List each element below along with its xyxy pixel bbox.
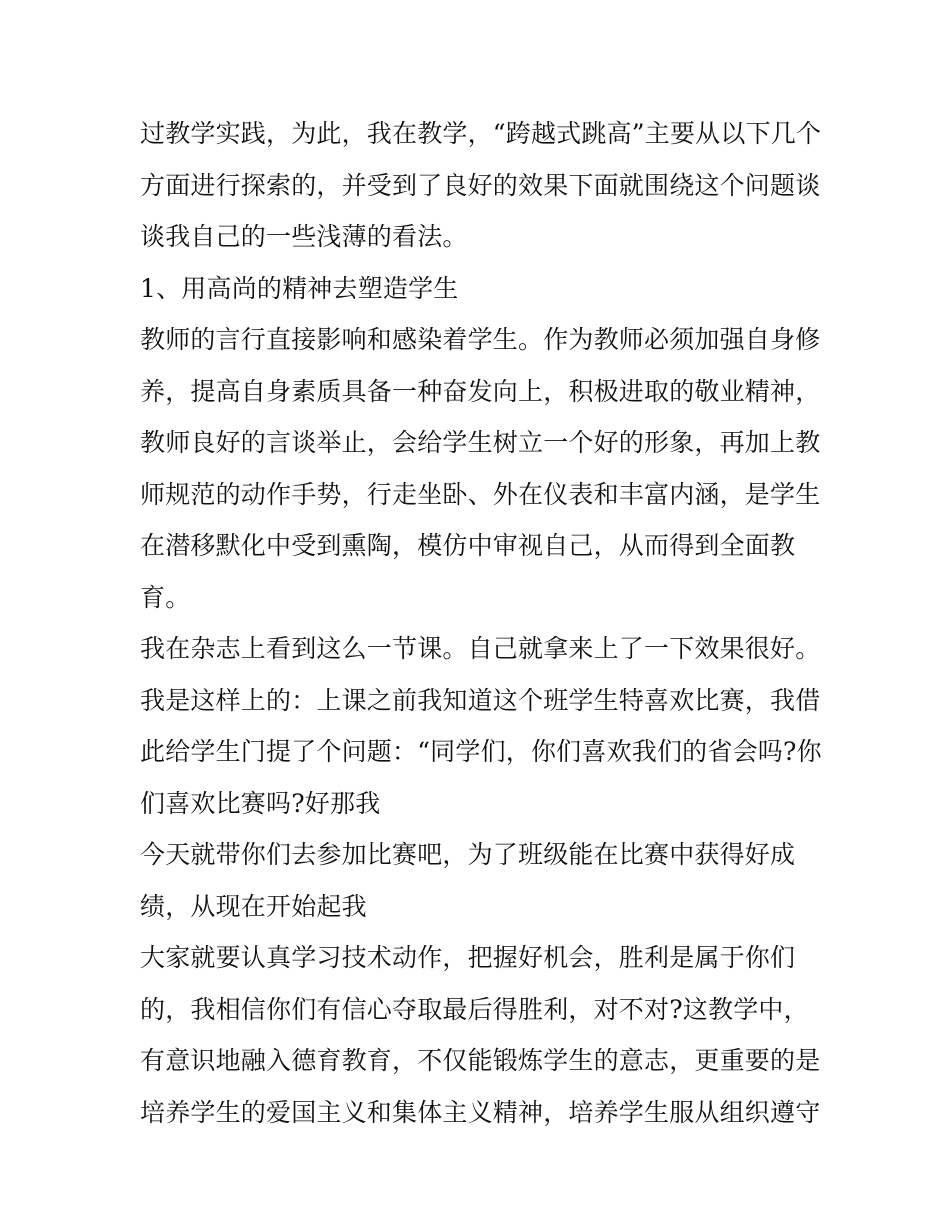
text-line: 的，我相信你们有信心夺取最后得胜利，对不对?这教学中，: [140, 994, 809, 1024]
body-text: [140, 108, 830, 1138]
text-line: 们喜欢比赛吗?好那我: [140, 788, 381, 818]
text-line: 方面进行探索的，并受到了良好的效果下面就围绕这个问题谈: [140, 170, 821, 200]
text-line: 师规范的动作手势，行走坐卧、外在仪表和丰富内涵，是学生: [140, 479, 821, 509]
text-line: 养，提高自身素质具备一种奋发向上，积极进取的敬业精神，: [140, 376, 821, 406]
text-line: 大家就要认真学习技术动作，把握好机会，胜利是属于你们: [140, 943, 796, 972]
text-line: 谈我自己的一些浅薄的看法。: [140, 222, 468, 251]
text-line: 在潜移默化中受到熏陶，模仿中审视自己，从而得到全面教: [140, 531, 796, 560]
text-line: 我是这样上的：上课之前我知道这个班学生特喜欢比赛，我借: [140, 685, 821, 715]
text-line: 过教学实践，为此，我在教学，“跨越式跳高”主要从以下几个: [140, 119, 822, 148]
text-line: 此给学生门提了个问题：“同学们，你们喜欢我们的省会吗?你: [140, 737, 822, 766]
text-line: 育。: [140, 582, 191, 612]
text-line: 今天就带你们去参加比赛吧，为了班级能在比赛中获得好成: [140, 840, 796, 869]
section-heading: 1、用高尚的精神去塑造学生: [140, 273, 459, 303]
text-line: 培养学生的爱国主义和集体主义精神，培养学生服从组织遵守: [140, 1097, 821, 1127]
text-line: 我在杂志上看到这么一节课。自己就拿来上了一下效果很好。: [140, 634, 821, 663]
text-line: 教师良好的言谈举止，会给学生树立一个好的形象，再加上教: [140, 428, 821, 457]
text-line: 绩，从现在开始起我: [140, 891, 367, 921]
text-line: 有意识地融入德育教育，不仅能锻炼学生的意志，更重要的是: [140, 1046, 821, 1075]
text-line: 教师的言行直接影响和感染着学生。作为教师必须加强自身修: [140, 325, 821, 354]
